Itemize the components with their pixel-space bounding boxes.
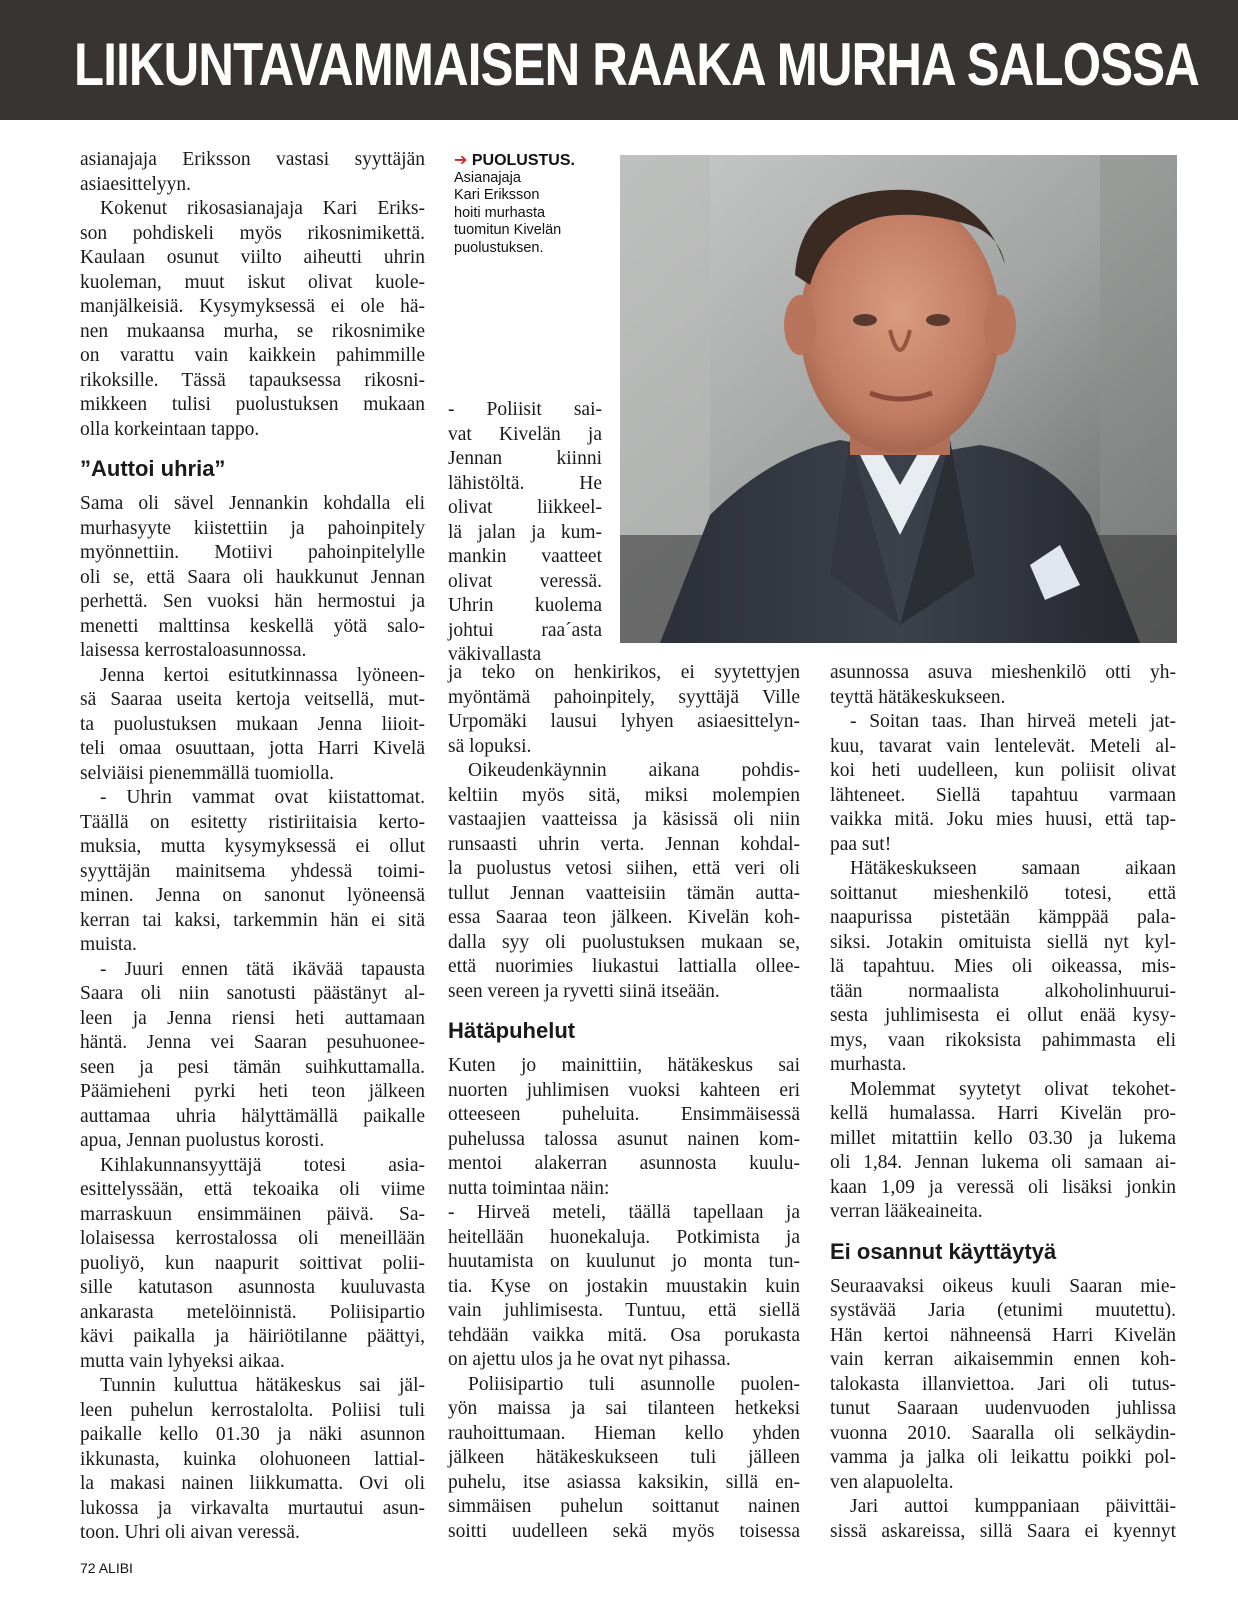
- text-line: vain juhlimisesta. Tuntuu, että siellä: [448, 1300, 800, 1321]
- article-column-2: [448, 661, 800, 1544]
- text-line: otteeseen puheluita. Ensimmäisessä: [448, 1104, 800, 1125]
- photo-caption: [454, 152, 604, 257]
- text-line: Jenna kertoi esitutkinnassa lyöneen-: [100, 664, 425, 686]
- paragraph: [80, 786, 425, 958]
- text-line: Uhrin kuolema: [448, 595, 602, 616]
- text-line: nen mukaansa murha, se rikosnimike: [80, 320, 425, 342]
- text-line: runsaasti uhrin verta. Jennan kohdal-: [448, 833, 800, 855]
- portrait-image: [620, 155, 1177, 643]
- text-line: asiaesittelyyn.: [80, 173, 192, 195]
- text-line: olivat veressä.: [448, 570, 602, 592]
- text-line: simmäisen puhelun soittanut nainen: [448, 1496, 800, 1517]
- paragraph: [830, 1495, 1176, 1544]
- text-line: leen puhelun kerrostalolta. Poliisi tuli: [80, 1399, 425, 1421]
- text-line: soittanut mieshenkilö totesi, että: [830, 882, 1176, 904]
- text-line: sissä askareissa, sillä Saara ei kyennyt: [830, 1520, 1176, 1542]
- text-line: tia. Kyse on jostakin muustakin kuin: [448, 1275, 800, 1297]
- text-line: leen ja Jenna riensi heti auttamaan: [80, 1007, 425, 1029]
- text-line: kävi paikalla ja häiriötilanne päättyi,: [80, 1326, 425, 1347]
- text-line: seen ja pesi tämän suihkuttamalla.: [80, 1056, 425, 1078]
- text-line: manjälkeisiä. Kysymyksessä ei ole hä-: [80, 296, 425, 317]
- text-line: talokasta illanviettoa. Jari oli tutus-: [830, 1373, 1176, 1395]
- paragraph: [830, 710, 1176, 857]
- text-line: tehdään vaikka mitä. Osa porukasta: [448, 1324, 800, 1346]
- text-line: Seuraavaksi oikeus kuuli Saaran mie-: [830, 1275, 1176, 1297]
- text-line: rauhoittumaan. Hieman kello yhden: [448, 1422, 800, 1444]
- text-line: puhelussa talossa asunut nainen kom-: [448, 1128, 800, 1150]
- caption-head-text: PUOLUSTUS.: [471, 152, 575, 169]
- text-line: huutamista on kuulunut jo monta tun-: [448, 1251, 800, 1272]
- paragraph: [830, 661, 1176, 710]
- text-line: vuonna 2010. Saaralla oli selkäydin-: [830, 1422, 1176, 1444]
- text-line: Urpomäki lausui lyhyen asiaesittelyn-: [448, 711, 800, 732]
- text-line: asunnossa asuva mieshenkilö otti yh-: [830, 662, 1176, 683]
- text-line: menetti malttinsa keskellä yötä salo-: [80, 615, 425, 637]
- text-line: Molemmat syytetyt olivat tekohet-: [850, 1078, 1176, 1100]
- text-line: muista.: [80, 934, 137, 955]
- arrow-icon: ➔: [454, 152, 472, 169]
- page-footer: 72 ALIBI: [80, 1560, 133, 1576]
- text-line: esittelyssään, että tekoaika oli viime: [80, 1179, 425, 1200]
- text-line: sä Saaraa useita kertoja veitsellä, mut-: [80, 689, 425, 710]
- text-line: ja teko on henkirikos, ei syytettyjen: [448, 662, 800, 683]
- text-line: sä lopuksi.: [448, 735, 532, 757]
- text-line: Asianajaja: [454, 169, 521, 186]
- text-line: sille katutason asunnosta kuuluvasta: [80, 1277, 425, 1298]
- text-line: mentoi alakerran asunnosta kuulu-: [448, 1153, 800, 1174]
- text-line: häntä. Jenna vei Saaran pesuhuonee-: [80, 1032, 425, 1053]
- text-line: lähistöltä. He: [448, 472, 602, 494]
- text-line: olla korkeintaan tappo.: [80, 418, 260, 440]
- text-line: vaikka mitä. Joku mies huusi, että tap-: [830, 809, 1176, 830]
- paragraph: [80, 1154, 425, 1375]
- text-line: la makasi nainen liikkumatta. Ovi oli: [80, 1473, 425, 1494]
- text-line: rikoksille. Tässä tapauksessa rikosni-: [80, 369, 425, 391]
- text-line: heitellään huonekaluja. Potkimista ja: [448, 1226, 800, 1248]
- text-line: hoiti murhasta: [454, 204, 546, 221]
- text-line: - Juuri ennen tätä ikävää tapausta: [100, 958, 425, 980]
- text-line: - Hirveä meteli, täällä tapellaan ja: [448, 1202, 800, 1223]
- paragraph: [830, 1275, 1176, 1496]
- text-line: Kokenut rikosasianajaja Kari Eriks-: [100, 198, 425, 219]
- text-line: dalla syy oli puolustuksen mukaan se,: [448, 931, 800, 953]
- caption-head: [454, 152, 604, 170]
- text-line: vamma ja jalka oli leikattu poikki pol-: [830, 1447, 1176, 1468]
- text-line: lolaisessa kerrostalossa oli meneillään: [80, 1228, 425, 1249]
- paragraph: [830, 857, 1176, 1078]
- paragraph: [448, 1201, 800, 1373]
- subheading: ”Auttoi uhria”: [80, 456, 226, 481]
- text-line: Kaulaan osunut viilto aiheutti uhrin: [80, 247, 425, 268]
- text-line: lä tapahtuu. Mies oli oikeassa, mis-: [830, 956, 1176, 977]
- text-line: tullut Jennan vaatteisiin tämän autta-: [448, 882, 800, 904]
- text-line: mankin vaatteet: [448, 546, 602, 567]
- text-line: myöntämä pahoinpitely, syyttäjä Ville: [448, 686, 800, 708]
- text-line: muksia, mutta kysymyksessä ei ollut: [80, 836, 425, 857]
- text-line: Jennan kiinni: [448, 448, 602, 469]
- text-line: ta puolustuksen mukaan Jenna liioit-: [80, 713, 425, 735]
- text-line: teyttä hätäkeskukseen.: [830, 686, 1006, 708]
- text-line: Kuten jo mainittiin, hätäkeskus sai: [448, 1055, 800, 1076]
- text-line: la puolustus vetosi siihen, että veri oli: [448, 858, 800, 879]
- text-line: - Soitan taas. Ihan hirveä meteli jat-: [850, 711, 1176, 732]
- text-line: jälkeen hätäkeskukseen tuli jälleen: [448, 1447, 800, 1468]
- text-line: Tunnin kuluttua hätäkeskus sai jäl-: [100, 1375, 425, 1396]
- text-line: tunut Saaraan uudenvuoden juhlissa: [830, 1398, 1176, 1419]
- text-line: paikalle kello 01.30 ja näki asunnon: [80, 1424, 425, 1445]
- text-line: oli se, että Saara oli haukkunut Jennan: [80, 566, 425, 588]
- text-line: toon. Uhri oli aivan veressä.: [80, 1522, 300, 1543]
- paragraph: [80, 664, 425, 787]
- paragraph: [448, 759, 800, 1004]
- text-line: kellä humalassa. Harri Kivelän pro-: [830, 1103, 1176, 1124]
- text-line: Sama oli sävel Jennankin kohdalla eli: [80, 493, 425, 514]
- text-line: myönnettiin. Motiivi pahoinpitelylle: [80, 542, 425, 563]
- text-line: auttamaa uhria hälyttämällä paikalle: [80, 1105, 425, 1127]
- caption-text: [454, 170, 604, 258]
- text-line: verran lääkeaineita.: [830, 1201, 983, 1222]
- text-line: siksi. Jotakin omituista siellä nyt kyl-: [830, 931, 1176, 953]
- text-line: systävää Jaria (etunimi muutettu).: [830, 1300, 1176, 1321]
- text-line: lukossa ja virkavalta murtautui asun-: [80, 1497, 425, 1519]
- text-line: johtui raa´asta: [448, 619, 602, 641]
- text-line: syyttäjän mainitsema yhdessä toimi-: [80, 860, 425, 882]
- text-line: murhasta.: [830, 1054, 907, 1075]
- page-title: LIIKUNTAVAMMAISEN RAAKA MURHA SALOSSA: [74, 31, 1199, 98]
- text-line: Kari Eriksson: [454, 187, 540, 203]
- text-line: yön maissa ja sai tilanteen hetkeksi: [448, 1398, 800, 1419]
- article-column-3: [830, 661, 1176, 1544]
- text-line: vain kerran aikaisemmin ennen koh-: [830, 1349, 1176, 1370]
- text-line: kuoleman, muut iskut olivat kuole-: [80, 271, 425, 293]
- text-line: mikkeen tulisi puolustuksen mukaan: [80, 394, 425, 415]
- portrait-photo: [620, 155, 1177, 643]
- text-line: Poliisipartio tuli asunnolle puolen-: [468, 1373, 800, 1395]
- text-line: Oikeudenkäynnin aikana pohdis-: [468, 760, 800, 781]
- text-line: - Poliisit sai-: [448, 399, 602, 420]
- text-line: oli 1,84. Jennan lukema oli samaan ai-: [830, 1152, 1176, 1173]
- text-line: son pohdiskeli myös rikosnimikettä.: [80, 222, 425, 244]
- text-line: että nuorimies liukastui lattialla ollee-: [448, 956, 800, 977]
- paragraph: [80, 958, 425, 1154]
- text-line: vat Kivelän ja: [448, 423, 602, 445]
- text-line: Jari auttoi kumppaniaan päivittäi-: [850, 1496, 1176, 1517]
- text-line: asianajaja Eriksson vastasi syyttäjän: [80, 149, 425, 170]
- text-line: nutta toimintaa näin:: [448, 1177, 610, 1199]
- paragraph: [448, 1373, 800, 1545]
- text-line: Hän kertoi nähneensä Harri Kivelän: [830, 1324, 1176, 1346]
- text-line: minen. Jenna on sanonut lyöneensä: [80, 885, 425, 906]
- text-line: marraskuun ensimmäinen päivä. Sa-: [80, 1203, 425, 1225]
- text-line: kerran tai kaksi, tarkemmin hän ei sitä: [80, 909, 425, 931]
- text-line: kuu, tavarat vain lentelevät. Meteli al-: [830, 735, 1176, 757]
- paragraph: [80, 197, 425, 442]
- article-column-2-top: [448, 398, 602, 668]
- text-line: vastaajien vaatteissa ja käsissä oli niin: [448, 809, 800, 830]
- text-line: Saara oli niin sanotusti päästänyt al-: [80, 983, 425, 1004]
- text-line: teli omaa osuuttaan, jotta Harri Kivelä: [80, 738, 425, 759]
- text-line: kaan 1,09 ja veressä oli lisäksi jonkin: [830, 1176, 1176, 1198]
- text-line: puoliyö, kun naapurit soittivat polii-: [80, 1252, 425, 1274]
- text-line: väkivallasta: [448, 644, 542, 665]
- paragraph: [448, 398, 602, 668]
- text-line: puolustuksen.: [454, 239, 544, 256]
- text-line: murhasyyte kiistettiin ja pahoinpitely: [80, 517, 425, 539]
- text-line: lä jalan ja kum-: [448, 521, 602, 543]
- paragraph: [80, 1374, 425, 1546]
- text-line: ven alapuolelta.: [830, 1471, 954, 1493]
- paragraph: [80, 148, 425, 197]
- text-line: Kihlakunnansyyttäjä totesi asia-: [100, 1154, 425, 1176]
- text-line: mutta vain lyhyeksi aikaa.: [80, 1350, 285, 1372]
- text-line: seen vereen ja ryvetti siinä itseään.: [448, 980, 720, 1002]
- text-line: - Uhrin vammat ovat kiistattomat.: [100, 787, 425, 808]
- paragraph: [830, 1078, 1176, 1225]
- text-line: mys, vaan rikoksista pahimmasta eli: [830, 1029, 1176, 1051]
- text-line: nuorten juhlimisen vuoksi kahteen eri: [448, 1079, 800, 1101]
- text-line: Päämieheni pyrki heti teon jälkeen: [80, 1081, 425, 1102]
- text-line: koi heti uudelleen, kun poliisit olivat: [830, 760, 1176, 781]
- subheading: Ei osannut käyttäytyä: [830, 1238, 1057, 1264]
- subheading: Hätäpuhelut: [448, 1018, 576, 1043]
- text-line: perhettä. Sen vuoksi hän hermostui ja: [80, 591, 425, 612]
- article-column-1: [80, 148, 425, 1546]
- text-line: essa Saaraa teon jälkeen. Kivelän koh-: [448, 907, 800, 928]
- text-line: ankarasta metelöinnistä. Poliisipartio: [80, 1301, 425, 1323]
- text-line: tään normaalista alkoholinhuurui-: [830, 980, 1176, 1002]
- paragraph: [80, 492, 425, 664]
- text-line: puhelu, itse asiassa kaksikin, sillä en-: [448, 1471, 800, 1493]
- text-line: ikkunasta, kuinka olohuoneen lattial-: [80, 1448, 425, 1470]
- text-line: tuomitun Kivelän: [454, 222, 562, 238]
- paragraph: [448, 1054, 800, 1201]
- text-line: Hätäkeskukseen samaan aikaan: [850, 858, 1176, 879]
- text-line: selviäisi pienemmällä tuomiolla.: [80, 762, 334, 784]
- text-line: on ajettu ulos ja he ovat nyt pihassa.: [448, 1349, 731, 1370]
- text-line: soitti uudelleen sekä myös toisessa: [448, 1520, 800, 1542]
- text-line: sesta juhlimisesta ei ollut enää kysy-: [830, 1005, 1176, 1026]
- text-line: paa sut!: [830, 833, 892, 855]
- header-bar: [0, 0, 1238, 120]
- text-line: naapurissa pistetään kämppää pala-: [830, 907, 1176, 928]
- text-line: keltiin myös sitä, miksi molempien: [448, 784, 800, 806]
- text-line: on varattu vain kaikkein pahimmille: [80, 345, 425, 366]
- text-line: olivat liikkeel-: [448, 497, 602, 518]
- text-line: apua, Jennan puolustus korosti.: [80, 1130, 325, 1151]
- text-line: Täällä on esitetty ristiriitaisia kerto-: [80, 811, 425, 833]
- paragraph: [448, 661, 800, 759]
- text-line: millet mitattiin kello 03.30 ja lukema: [830, 1127, 1176, 1149]
- text-line: lähteneet. Siellä tapahtuu varmaan: [830, 784, 1176, 806]
- text-line: laisessa kerrostaloasunnossa.: [80, 640, 307, 661]
